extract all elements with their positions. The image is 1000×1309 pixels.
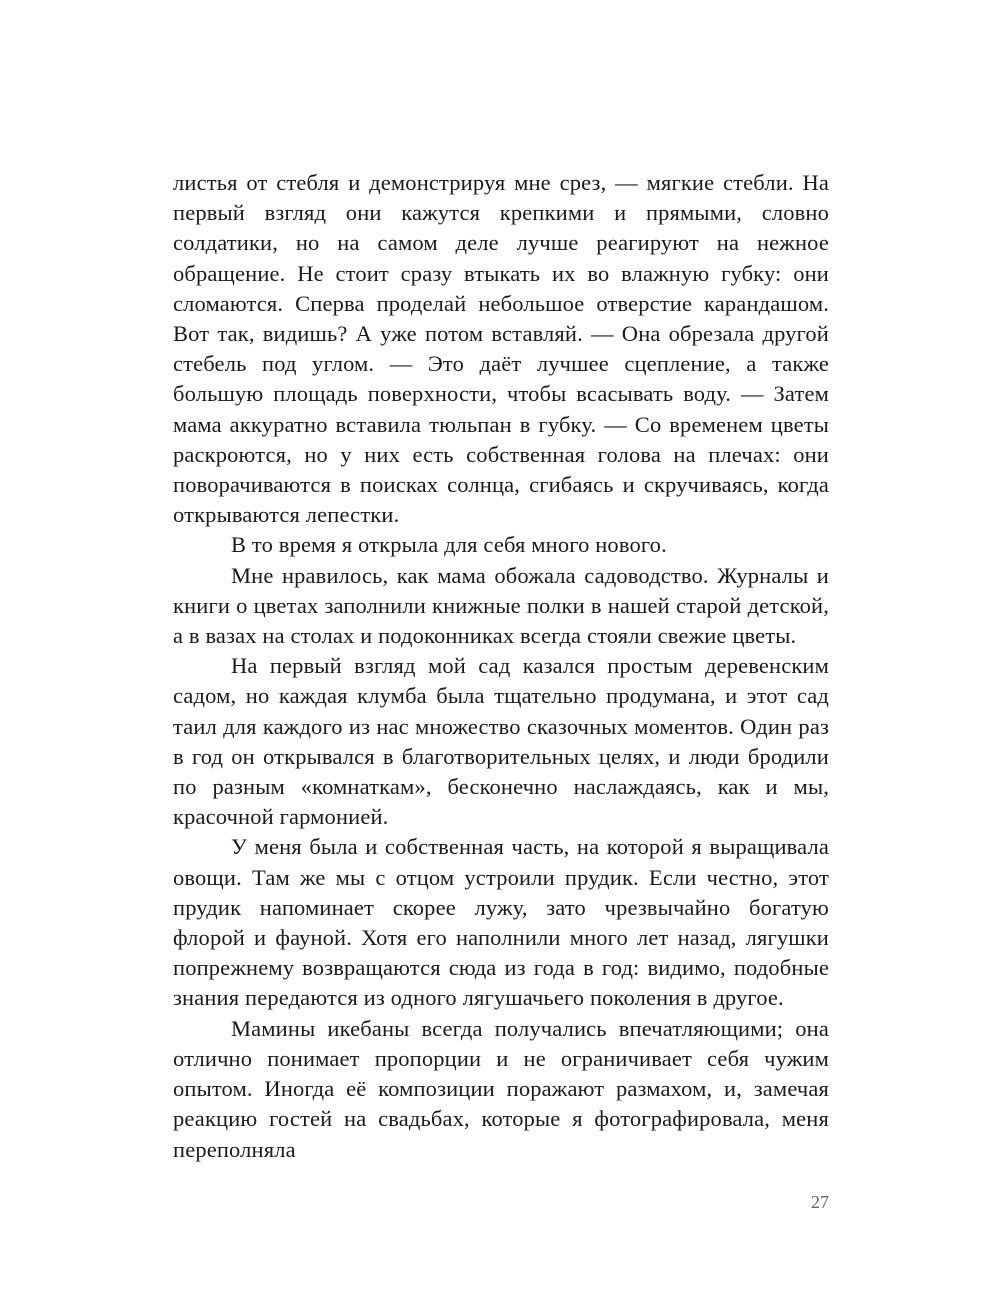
paragraph: Мамины икебаны всегда получались впечатляющими; она отлично понимает пропорции и не ограничивает себя чужим опытом. Иногда её композиции поражают размахом, и, замечая реакцию гостей на свадьбах, которые я фотографировала, меня переполняла [173, 1015, 829, 1162]
page-number: 27 [811, 1192, 829, 1212]
paragraph: На первый взгляд мой сад казался простым деревенским садом, но каждая клумба была тщательно продумана, и этот сад таил для каждого из нас множество сказочных моментов. Один раз в год он открывался в благотворительных целях, и люди бродили по разным «комнаткам», бесконечно наслаждаясь, как и мы, красочной гармонией. [173, 653, 829, 830]
paragraph: В то время я открыла для себя много нового. [231, 532, 667, 558]
paragraph-continuation: листья от стебля и демонстрируя мне срез, — мягкие стебли. На первый взгляд они кажутся крепкими и прямыми, словно солдатики, но на самом деле лучше реагируют на нежное обращение. Не стоит сразу втыкать их во влажную губку: они сломаются. Сперва проделай небольшое отверстие карандашом. Вот так, видишь? А уже потом вставляй. — Она обрезала другой стебель под углом. — Это даёт лучшее сцепление, а также большую площадь поверхности, чтобы всасывать воду. — Затем мама аккуратно вставила тюльпан в губку. — Со временем цветы раскроются, но у них есть собственная голова на плечах: они поворачиваются в поисках солнца, сгибаясь и скручиваясь, когда открываются лепестки. [173, 170, 829, 528]
paragraph: У меня была и собственная часть, на которой я выращивала овощи. Там же мы с отцом устроили прудик. Если честно, этот прудик напоминает скорее лужу, зато чрезвычайно богатую флорой и фауной. Хотя его наполнили много лет назад, лягушки попрежнему возвращаются сюда из года в год: видимо, подобные знания передаются из одного лягушачьего поколения в другое. [173, 834, 829, 1011]
paragraph: Мне нравилось, как мама обожала садоводство. Журналы и книги о цветах заполнили книжные полки в нашей старой детской, а в вазах на столах и подоконниках всегда стояли свежие цветы. [173, 562, 829, 649]
body-text [173, 168, 829, 1165]
